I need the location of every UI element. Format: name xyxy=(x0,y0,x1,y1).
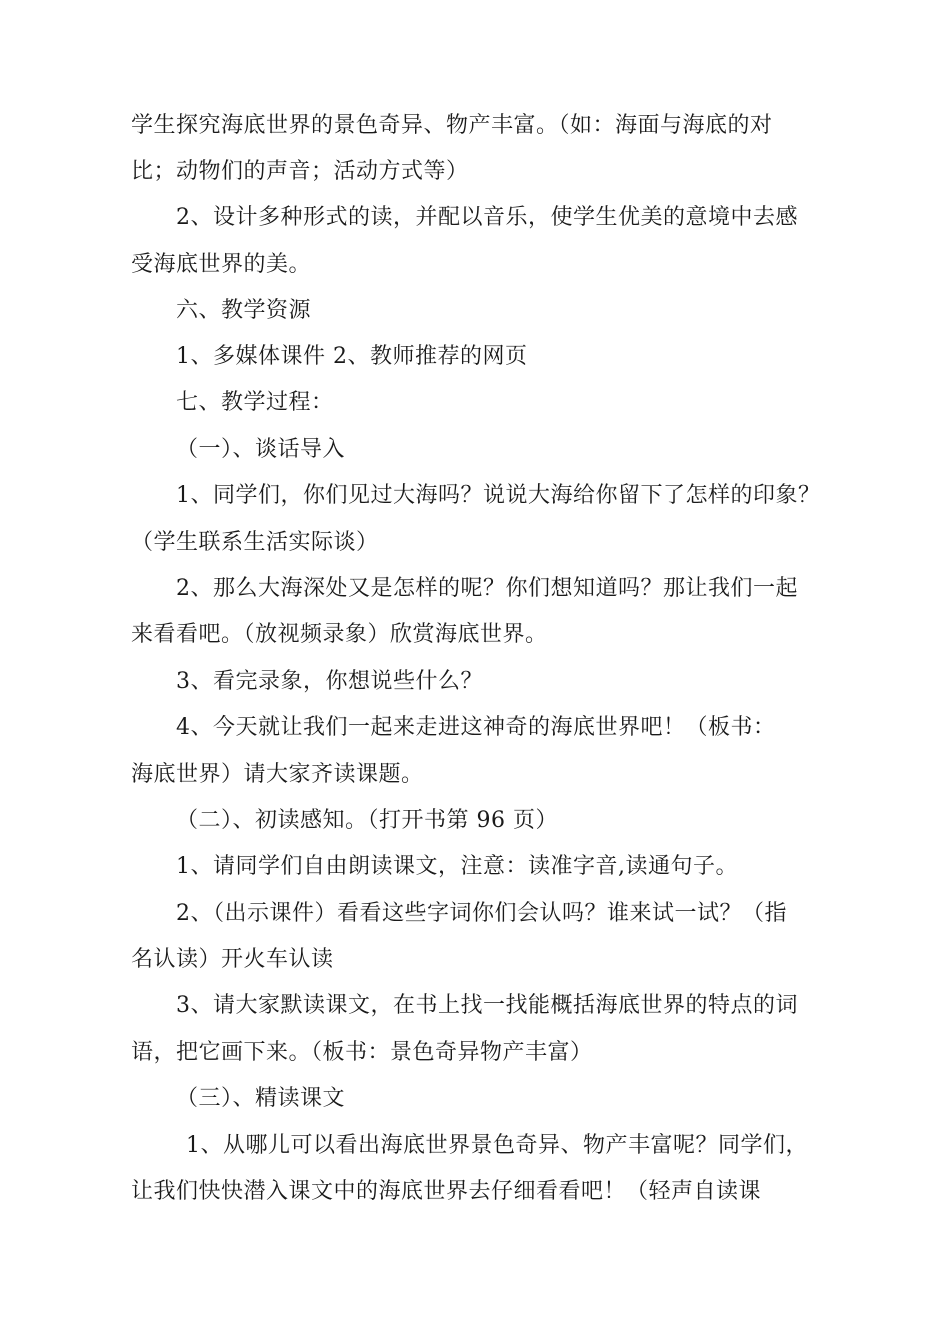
text-line: 来看看吧。（放视频录象）欣赏海底世界。 xyxy=(131,622,548,647)
text-line: 1、请同学们自由朗读课文，注意：读准字音,读通句子。 xyxy=(176,854,738,879)
text-line: 海底世界）请大家齐读课题。 xyxy=(131,762,424,787)
text-line: 4、今天就让我们一起来走进这神奇的海底世界吧！（板书： xyxy=(176,715,776,740)
text-line: 2、那么大海深处又是怎样的呢？你们想知道吗？那让我们一起 xyxy=(176,576,798,601)
subsection-heading: （二）、初读感知。（打开书第 96 页） xyxy=(176,808,558,833)
subsection-heading: （三）、精读课文 xyxy=(176,1086,346,1111)
section-heading: 七、教学过程： xyxy=(176,390,334,415)
section-heading: 六、教学资源 xyxy=(176,298,312,323)
text-line: 2、设计多种形式的读，并配以音乐，使学生优美的意境中去感 xyxy=(176,205,798,230)
text-line: 学生探究海底世界的景色奇异、物产丰富。（如：海面与海底的对 xyxy=(131,113,773,138)
text-line: 1、同学们，你们见过大海吗？说说大海给你留下了怎样的印象？ xyxy=(176,483,821,508)
text-line: 1、从哪儿可以看出海底世界景色奇异、物产丰富呢？同学们， xyxy=(186,1133,808,1158)
text-line: 3、请大家默读课文，在书上找一找能概括海底世界的特点的词 xyxy=(176,993,798,1018)
text-line: 让我们快快潜入课文中的海底世界去仔细看看吧！（轻声自读课 xyxy=(131,1179,762,1204)
text-line: 受海底世界的美。 xyxy=(131,252,312,277)
text-line: （学生联系生活实际谈） xyxy=(131,530,379,555)
subsection-heading: （一）、谈话导入 xyxy=(176,437,346,462)
text-line: 比；动物们的声音；活动方式等） xyxy=(131,159,469,184)
text-line: 3、看完录象，你想说些什么？ xyxy=(176,669,483,694)
text-line: 2、（出示课件）看看这些字词你们会认吗？谁来试一试？（指 xyxy=(176,901,787,926)
text-line: 语，把它画下来。（板书：景色奇异物产丰富） xyxy=(131,1040,593,1065)
text-line: 名认读）开火车认读 xyxy=(131,947,334,972)
text-line: 1、多媒体课件 2、教师推荐的网页 xyxy=(176,344,528,369)
